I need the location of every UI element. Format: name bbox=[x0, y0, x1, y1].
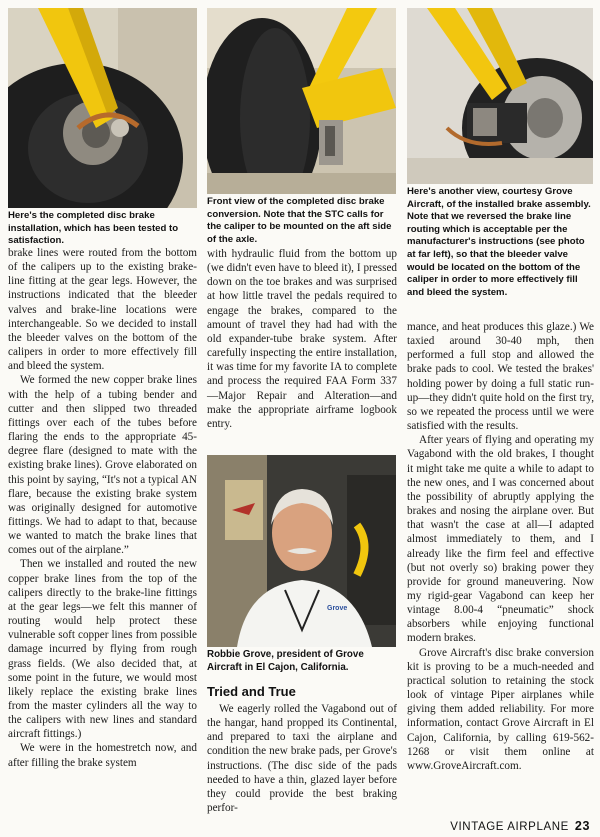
article-column-2 bbox=[207, 247, 397, 431]
photo-caption: Here's another view, courtesy Grove Aircraft, of the installed brake assembly. Note that we reversed the brake line routing which is acceptable per the manufacturer's instructions (see photo at far left), so that the bleeder valve would be located on the bottom of the caliper in order to more effectively fill and bleed the system. bbox=[407, 186, 591, 298]
section-heading: Tried and True bbox=[207, 684, 296, 699]
paragraph: mance, and heat produces this glaze.) We taxied around 30-40 mph, then performed a full stop and allowed the brake pads to cool. We tested the brakes' holding power by doing a full static run-up—they didn't quite hold on the first try, so we repeated the process until we were satisfied with the results. bbox=[407, 321, 594, 433]
photo-disc-brake-installation bbox=[8, 8, 197, 208]
article-column-1 bbox=[8, 246, 197, 770]
paragraph: We eagerly rolled the Vagabond out of the hangar, hand propped its Continental, and prepared to taxi the airplane and condition the new brake pads, per Grove's instructions. (The disc side of the pads needed to have a thin, glazed layer before they could provide the best braking perfor- bbox=[207, 703, 397, 815]
paragraph: We formed the new copper brake lines with the help of a tubing bender and cutter and then slipped two threaded fittings over each of the tubes before flaring the ends to the appropriate 45-degree flare (designed to mate with the existing brake lines). Grove elaborated on this point by saying, “It's not a typical AN flare, because the existing brake system was originally designed for automotive fittings. We had to adapt to that, because we wanted to match the brake lines that comes out of the airplane.” bbox=[8, 374, 197, 557]
photo-caption: Front view of the completed disc brake conversion. Note that the STC calls for the caliper to be mounted on the aft side of the axle. bbox=[207, 196, 392, 245]
paragraph: Grove Aircraft's disc brake conversion kit is proving to be a much-needed and practical solution to retaining the stock look of vintage Piper airplanes while giving them added reliability. For more information, contact Grove Aircraft in El Cajon, California, by calling 619-562-1268 or visit them online at www.GroveAircraft.com. bbox=[407, 646, 594, 772]
photo-caption: Here's the completed disc brake installation, which has been tested to satisfaction. bbox=[8, 210, 179, 247]
paragraph: Then we installed and routed the new copper brake lines from the top of the calipers directly to the brake-line fittings at the gear legs—we felt this manner of routing would help protect these vulnerable soft copper lines from possible damage incurred by flying from rough grass fields. (We also decided that, at some point in the future, we would most likely replace the existing brake lines from the master cylinders all the way to the calipers with new lines and standard aircraft fittings.) bbox=[8, 558, 197, 741]
photo-front-view-conversion bbox=[207, 8, 396, 194]
photo-robbie-grove-portrait bbox=[207, 455, 396, 647]
article-column-3 bbox=[407, 320, 594, 773]
paragraph: with hydraulic fluid from the bottom up (we didn't even have to bleed it), I pressed down on the toe brakes and was surprised at how little travel the pedals required to engage the brakes, compared to the amount of travel they had had with the old expander-tube brake system. After carefully inspecting the entire installation, it was time for my favorite IA to complete and process the required FAA Form 337—Major Repair and Alteration—and make the appropriate airframe logbook entry. bbox=[207, 248, 397, 430]
paragraph: We were in the homestretch now, and after filling the brake system bbox=[8, 742, 197, 769]
article-column-2-continued bbox=[207, 702, 397, 815]
photo-installed-brake-assembly bbox=[407, 8, 593, 184]
paragraph: brake lines were routed from the bottom of the calipers up to the existing brake-line fitting at the gear legs. However, the instructions indicated that the bleeder valves and brake-line locations were interchangeable. So we decided to install the bleeder valves on the bottom of the calipers in order to more effectively fill and bleed the system. bbox=[8, 247, 197, 373]
paragraph: After years of flying and operating my Vagabond with the old brakes, I thought it might take me quite a while to adapt to the new ones, and I was concerned about the possibility of abruptly applying the brakes and nosing the airplane over. But that wasn't the case at all—I adapted almost immediately to them, and I already like the firm feel and effective (but not overly so) braking power they provide for ground maneuvering. Now my rigid-gear Vagabond can keep her vintage 8.00-4 “pneumatic” shock absorbers while enjoying functional modern brakes. bbox=[407, 434, 594, 645]
page-footer bbox=[450, 819, 590, 833]
page-number: 23 bbox=[574, 819, 590, 833]
shirt-logo: Grove bbox=[327, 605, 348, 612]
magazine-name: VINTAGE AIRPLANE bbox=[450, 821, 569, 833]
photo-caption: Robbie Grove, president of Grove Aircraft in El Cajon, California. bbox=[207, 649, 364, 673]
